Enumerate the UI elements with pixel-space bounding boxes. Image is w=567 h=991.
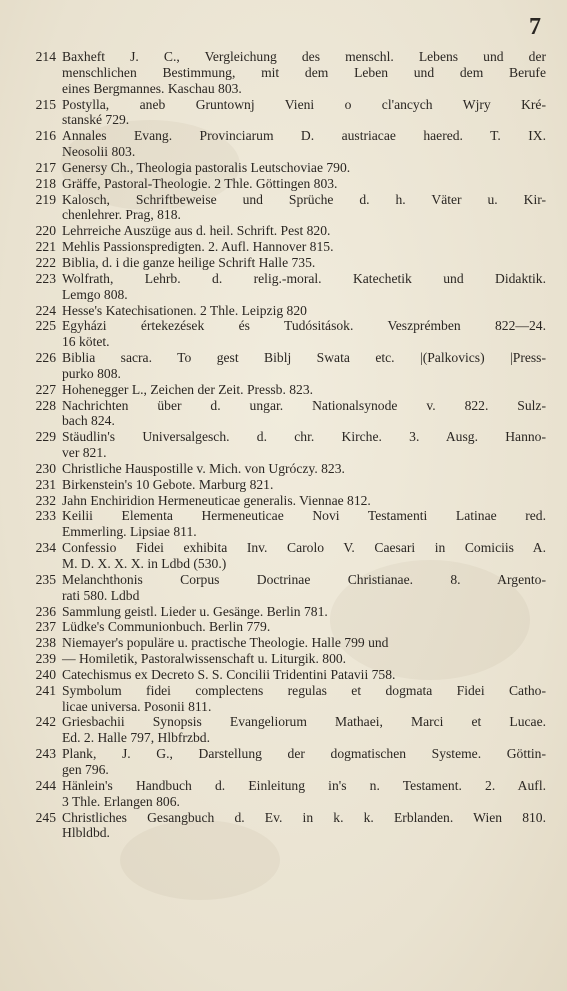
entry-text [62, 635, 546, 651]
entry-line: chenlehrer. Prag, 818. [62, 207, 181, 223]
entry-text [62, 572, 546, 604]
list-item [22, 49, 546, 97]
entry-line: Lehrreiche Auszüge aus d. heil. Schrift. Pest 820. [62, 223, 331, 239]
list-item [22, 398, 546, 430]
entry-number: 234 [35, 540, 56, 556]
entry-line: Biblia sacra. To gest Biblj Swata etc. |(Palkovics) |Press- [62, 350, 546, 366]
entry-number: 237 [35, 619, 56, 635]
entry-text [62, 382, 546, 398]
entry-text [62, 318, 546, 350]
entry-line: — Homiletik, Pastoralwissenschaft u. Liturgik. 800. [62, 651, 347, 667]
entry-line: Genersy Ch., Theologia pastoralis Leutschoviae 790. [62, 159, 351, 175]
page-number: 7 [529, 14, 541, 40]
entry-text [62, 398, 546, 430]
entry-text [62, 350, 546, 382]
entry-line: Hohenegger L., Zeichen der Zeit. Pressb. 823. [62, 381, 314, 397]
entry-line: Postylla, aneb Gruntownj Vieni o cl'ancych Wjry Kré- [62, 96, 546, 112]
entry-text [62, 683, 546, 715]
list-item [22, 746, 546, 778]
entry-line: Neosolii 803. [62, 144, 136, 160]
entry-number: 216 [35, 128, 56, 144]
entry-number: 236 [35, 603, 56, 619]
entry-text [62, 429, 546, 461]
list-item [22, 572, 546, 604]
entry-line: Hesse's Katechisationen. 2 Thle. Leipzig 820 [62, 302, 307, 318]
entry-text [62, 508, 546, 540]
entry-line: Biblia, d. i die ganze heilige Schrift Halle 735. [62, 254, 316, 270]
entry-line: Christliches Gesangbuch d. Ev. in k. k. Erblanden. Wien 810. [62, 809, 546, 825]
entry-number: 226 [35, 350, 56, 366]
entry-line: Symbolum fidei complectens regulas et dogmata Fidei Catho- [62, 682, 546, 698]
entry-text [62, 493, 546, 509]
entry-line: Niemayer's populäre u. practische Theologie. Halle 799 und [62, 635, 389, 651]
entry-number: 225 [35, 318, 56, 334]
entry-text [62, 778, 546, 810]
entry-text [62, 160, 546, 176]
entry-text [62, 619, 546, 635]
entry-line: M. D. X. X. X. in Ldbd (530.) [62, 556, 227, 571]
entry-line: Confessio Fidei exhibita Inv. Carolo V. Caesari in Comiciis A. [62, 540, 546, 556]
entry-line: Sammlung geistl. Lieder u. Gesänge. Berlin 781. [62, 603, 328, 619]
entry-line: bach 824. [62, 413, 115, 429]
entry-line: Hlbldbd. [62, 825, 110, 841]
list-item [22, 683, 546, 715]
entry-text [62, 651, 546, 667]
entry-text [62, 810, 546, 842]
entry-line: licae universa. Posonii 811. [62, 698, 212, 714]
entry-line: Mehlis Passionspredigten. 2. Aufl. Hannover 815. [62, 239, 334, 255]
entry-number: 245 [35, 809, 56, 825]
entry-text [62, 97, 546, 129]
list-item [22, 651, 546, 667]
entry-line: Lemgo 808. [62, 286, 128, 302]
list-item [22, 635, 546, 651]
list-item [22, 192, 546, 224]
entry-number: 233 [35, 508, 56, 524]
entry-line: stanské 729. [62, 112, 130, 128]
entry-line: Plank, J. G., Darstellung der dogmatischen Systeme. Göttin- [62, 746, 546, 762]
entry-number: 239 [35, 651, 56, 667]
entry-text [62, 540, 546, 572]
list-item [22, 619, 546, 635]
list-item [22, 271, 546, 303]
entry-number: 232 [35, 492, 56, 508]
entry-text [62, 223, 546, 239]
entry-text [62, 714, 546, 746]
entry-text [62, 271, 546, 303]
entry-list [22, 49, 546, 841]
entry-number: 228 [35, 397, 56, 413]
entry-text [62, 667, 546, 683]
entry-number: 223 [35, 270, 56, 286]
entry-number: 244 [35, 777, 56, 793]
entry-number: 222 [35, 254, 56, 270]
entry-text [62, 461, 546, 477]
entry-number: 240 [35, 666, 56, 682]
entry-line: Keilii Elementa Hermeneuticae Novi Testamenti Latinae red. [62, 508, 546, 524]
list-item [22, 176, 546, 192]
list-item [22, 97, 546, 129]
entry-number: 220 [35, 223, 56, 239]
entry-text [62, 477, 546, 493]
entry-text [62, 303, 546, 319]
entry-number: 215 [35, 96, 56, 112]
list-item [22, 160, 546, 176]
list-item [22, 255, 546, 271]
entry-line: Hänlein's Handbuch d. Einleitung in's n. Testament. 2. Aufl. [62, 777, 546, 793]
entry-line: Egyházi értekezések és Tudósitások. Veszprémben 822—24. [62, 318, 546, 334]
entry-line: rati 580. Ldbd [62, 587, 140, 603]
entry-line: Baxheft J. C., Vergleichung des menschl. Lebens und der [62, 49, 546, 64]
entry-number: 241 [35, 682, 56, 698]
entry-line: Griesbachii Synopsis Evangeliorum Mathaei, Marci et Lucae. [62, 714, 546, 730]
entry-text [62, 192, 546, 224]
list-item [22, 239, 546, 255]
entry-line: Stäudlin's Universalgesch. d. chr. Kirche. 3. Ausg. Hanno- [62, 429, 546, 445]
entry-line: Jahn Enchiridion Hermeneuticae generalis. Viennae 812. [62, 492, 371, 508]
list-item [22, 128, 546, 160]
list-item [22, 810, 546, 842]
entry-text [62, 604, 546, 620]
entry-line: Gräffe, Pastoral-Theologie. 2 Thle. Göttingen 803. [62, 175, 338, 191]
entry-number: 235 [35, 571, 56, 587]
list-item [22, 604, 546, 620]
entry-line: Wolfrath, Lehrb. d. relig.-moral. Katechetik und Didaktik. [62, 270, 546, 286]
entry-line: Christliche Hauspostille v. Mich. von Ugróczy. 823. [62, 460, 345, 476]
entry-line: purko 808. [62, 365, 121, 381]
list-item [22, 318, 546, 350]
entry-line: gen 796. [62, 761, 109, 777]
entry-line: Catechismus ex Decreto S. S. Concilii Tridentini Patavii 758. [62, 666, 396, 682]
entry-line: Kalosch, Schriftbeweise und Sprüche d. h. Väter u. Kir- [62, 191, 546, 207]
entry-text [62, 746, 546, 778]
entry-number: 243 [35, 746, 56, 762]
list-item [22, 778, 546, 810]
entry-line: ver 821. [62, 445, 107, 461]
entry-number: 227 [35, 381, 56, 397]
entry-text [62, 239, 546, 255]
entry-line: 3 Thle. Erlangen 806. [62, 793, 180, 809]
entry-number: 242 [35, 714, 56, 730]
entry-number: 230 [35, 460, 56, 476]
entry-number: 214 [35, 49, 56, 64]
list-item [22, 303, 546, 319]
entry-number: 219 [35, 191, 56, 207]
entry-line: Melanchthonis Corpus Doctrinae Christianae. 8. Argento- [62, 571, 546, 587]
list-item [22, 223, 546, 239]
list-item [22, 714, 546, 746]
list-item [22, 350, 546, 382]
list-item [22, 508, 546, 540]
entry-text [62, 49, 546, 97]
entry-line: menschlichen Bestimmung, mit dem Leben und dem Berufe [62, 64, 546, 80]
entry-line: Annales Evang. Provinciarum D. austriacae haered. T. IX. [62, 128, 546, 144]
entry-line: Lüdke's Communionbuch. Berlin 779. [62, 619, 271, 635]
list-item [22, 667, 546, 683]
entry-text [62, 176, 546, 192]
entry-text [62, 255, 546, 271]
entry-line: eines Bergmannes. Kaschau 803. [62, 80, 242, 96]
entry-number: 238 [35, 635, 56, 651]
list-item [22, 493, 546, 509]
entry-number: 229 [35, 429, 56, 445]
entry-number: 218 [35, 175, 56, 191]
entry-number: 217 [35, 159, 56, 175]
list-item [22, 540, 546, 572]
entry-number: 224 [35, 302, 56, 318]
entry-number: 231 [35, 476, 56, 492]
list-item [22, 477, 546, 493]
entry-line: Emmerling. Lipsiae 811. [62, 524, 197, 540]
entry-text [62, 128, 546, 160]
entry-line: Birkenstein's 10 Gebote. Marburg 821. [62, 476, 274, 492]
entry-number: 221 [35, 239, 56, 255]
entry-line: Nachrichten über d. ungar. Nationalsynode v. 822. Sulz- [62, 397, 546, 413]
entry-line: Ed. 2. Halle 797, Hlbfrzbd. [62, 730, 210, 746]
list-item [22, 429, 546, 461]
entry-line: 16 kötet. [62, 334, 110, 350]
list-item [22, 461, 546, 477]
list-item [22, 382, 546, 398]
